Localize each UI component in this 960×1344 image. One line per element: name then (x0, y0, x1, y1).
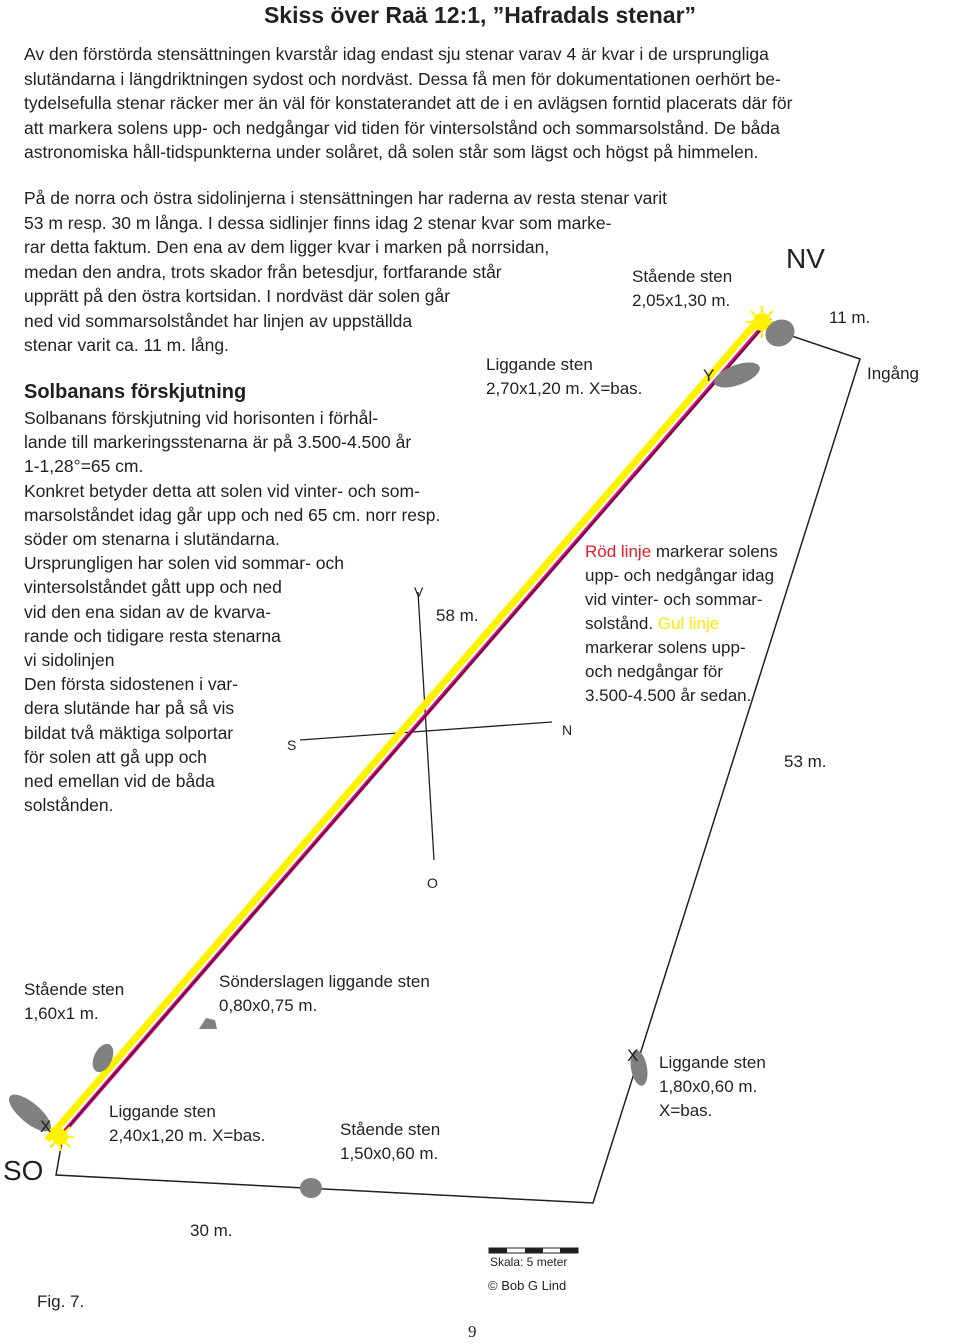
caption-line: 2,05x1,30 m. (632, 291, 731, 310)
compass-n: N (562, 722, 573, 738)
page-title: Skiss över Raä 12:1, ”Hafradals stenar” (263, 2, 697, 28)
caption-line: 2,70x1,20 m. X=bas. (486, 379, 643, 398)
legend-text: markerar solens (651, 542, 778, 561)
section-line: rande och tidigare resta stenarna (24, 625, 281, 646)
stone-south-standing (300, 1178, 322, 1198)
section-line: dera slutände har på så vis (24, 698, 235, 719)
compass-o: O (427, 875, 438, 891)
sides-line: stenar varit ca. 11 m. lång. (24, 335, 229, 355)
legend (585, 540, 778, 708)
section-line: bildat två mäktiga solportar (24, 722, 234, 743)
section-line: marsolståndet idag går upp och ned 65 cm. norr resp. (24, 504, 441, 525)
caption-line: Liggande sten (659, 1053, 766, 1072)
stone-so-standing (89, 1041, 118, 1076)
label-53m: 53 m. (784, 752, 827, 771)
label-30m: 30 m. (190, 1221, 233, 1240)
label-58m: 58 m. (436, 606, 479, 625)
intro-line: slutändarna i längdriktningen sydost och nordväst. Dessa få men för dokumentationen oerhört be- (24, 68, 781, 89)
caption-line: Liggande sten (109, 1102, 216, 1121)
section-line: Ursprungligen har solen vid sommar- och (24, 553, 344, 574)
intro-line: astronomiska håll-tidspunkterna under solåret, då solen står som lägst och högst på himmelen. (24, 142, 759, 162)
section-line: vi sidolinjen (24, 650, 115, 671)
section-line: Den första sidostenen i var- (24, 674, 238, 695)
label-so: SO (3, 1155, 44, 1186)
intro-line: Av den förstörda stensättningen kvarstår idag endast sju stenar varav 4 är kvar i de ursprungliga (24, 44, 769, 64)
caption-line: Liggande sten (486, 355, 593, 374)
caption-line: 1,50x0,60 m. (340, 1144, 439, 1163)
section-heading: Solbanans förskjutning (24, 381, 247, 403)
compass-s: S (287, 737, 297, 753)
section-line: ned emellan vid de båda (24, 771, 215, 792)
sides-line: ned vid sommarsolståndet har linjen av uppställda (24, 310, 413, 331)
sides-line: 53 m resp. 30 m långa. I dessa sidlinjer finns idag 2 stenar kvar som marke- (24, 212, 612, 233)
caption-nv-standing (632, 265, 732, 313)
caption-so-lying (109, 1100, 265, 1148)
label-nv: NV (786, 243, 825, 274)
legend-text: vid vinter- och sommar- (585, 590, 763, 609)
caption-so-standing (24, 978, 124, 1026)
caption-north-lying (486, 353, 642, 401)
copyright: © Bob G Lind (488, 1278, 567, 1293)
legend-text: upp- och nedgångar idag (585, 566, 775, 585)
caption-line: Sönderslagen liggande sten (219, 972, 430, 991)
figure-label: Fig. 7. (37, 1292, 85, 1311)
caption-line: 2,40x1,20 m. X=bas. (109, 1126, 266, 1145)
sides-line: rar detta faktum. Den ena av dem ligger kvar i marken på norrsidan, (24, 237, 550, 257)
sides-line: På de norra och östra sidolinjerna i stensättningen har raderna av resta stenar varit (24, 188, 667, 208)
caption-line: Stående sten (24, 980, 125, 999)
axis-line (51, 324, 766, 1147)
mark-y: Y (703, 366, 715, 385)
caption-line: X=bas. (659, 1101, 713, 1120)
compass-v: V (414, 584, 424, 600)
legend-text: solstånd. (585, 614, 658, 633)
caption-line: Stående sten (632, 267, 733, 286)
label-ingang: Ingång (867, 364, 919, 383)
section-line: Solbanans förskjutning vid horisonten i förhål- (24, 408, 379, 428)
section-line: lande till markeringsstenarna är på 3.500-4.500 år (24, 432, 412, 453)
caption-line: 1,80x0,60 m. (659, 1077, 758, 1096)
caption-line: Stående sten (340, 1120, 441, 1139)
intro-line: att markera solens upp- och nedgångar vid tiden för vintersolstånd och sommarsolstånd. De båda (24, 117, 780, 138)
legend-text: markerar solens upp- (585, 638, 746, 657)
label-11m: 11 m. (829, 308, 871, 327)
stone-broken (199, 1018, 217, 1029)
caption-se-lying (659, 1051, 766, 1123)
mark-x-sw: X (40, 1117, 52, 1136)
section-line: 1-1,28°=65 cm. (24, 456, 144, 477)
section-line: vid den ena sidan av de kvarva- (24, 601, 272, 622)
section-line: söder om stenarna i slutändarna. (24, 529, 280, 550)
caption-line: 0,80x0,75 m. (219, 996, 318, 1015)
mark-x-se: X (627, 1046, 639, 1065)
section-line: vintersolståndet gått upp och ned (24, 577, 282, 598)
scale-label: Skala: 5 meter (490, 1255, 568, 1269)
caption-broken (219, 970, 430, 1018)
page-number: 9 (468, 1322, 477, 1341)
legend-red-label: Röd linje (585, 542, 652, 561)
section-line: för solen att gå upp och (24, 746, 207, 767)
caption-line: 1,60x1 m. (24, 1004, 99, 1023)
intro-line: tydelsefulla stenar räcker mer än väl för konstaterandet att de i en avlägsen forntid placerats där för (24, 93, 793, 113)
legend-text: och nedgångar för (585, 662, 723, 681)
caption-south-standing (340, 1118, 440, 1166)
section-line: Konkret betyder detta att solen vid vinter- och som- (24, 480, 420, 501)
compass-axis-vo (418, 592, 434, 860)
legend-text: 3.500-4.500 år sedan. (585, 686, 752, 705)
legend-yellow-label: Gul linje (657, 614, 720, 633)
section-line: solstånden. (24, 795, 114, 816)
sides-line: upprätt på den östra kortsidan. I nordväst där solen går (24, 286, 451, 306)
sides-line: medan den andra, trots skador från betesdjur, fortfarande står (24, 261, 502, 282)
scale-bar (489, 1248, 578, 1253)
